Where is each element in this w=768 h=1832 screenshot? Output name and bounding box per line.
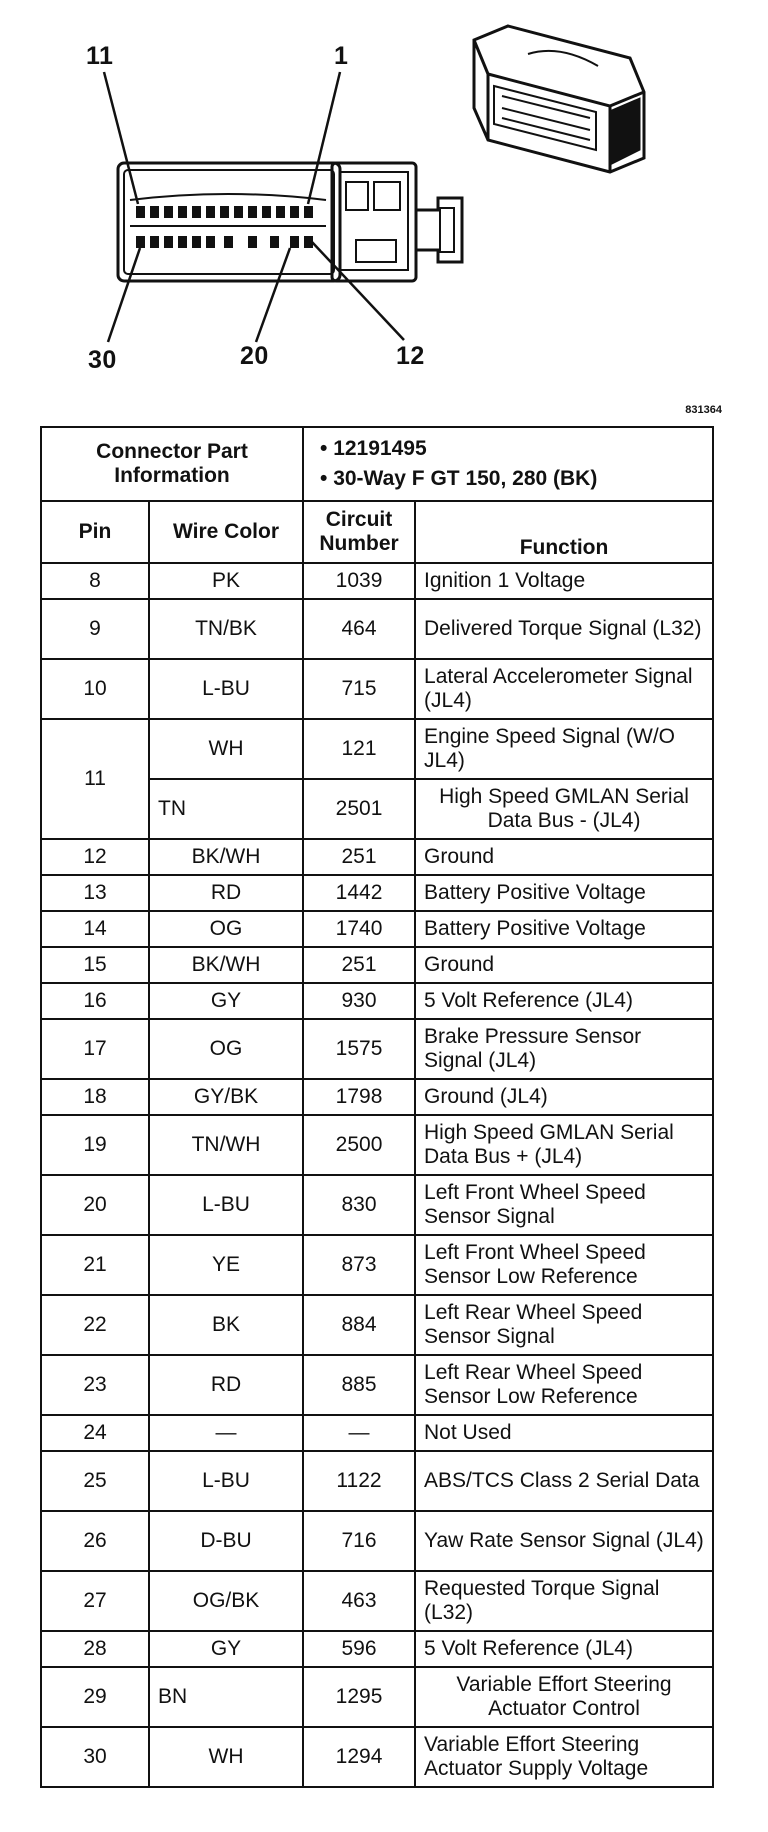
function-cell: Variable Effort Steering Actuator Control [415,1667,713,1727]
function-cell: High Speed GMLAN Serial Data Bus + (JL4) [415,1115,713,1175]
function-cell: Left Front Wheel Speed Sensor Signal [415,1175,713,1235]
table-row [41,1355,713,1415]
pin-cell: 19 [41,1115,149,1175]
circuit-cell: 1740 [303,911,415,947]
pin-cell: 26 [41,1511,149,1571]
function-cell: Delivered Torque Signal (L32) [415,599,713,659]
circuit-cell: 715 [303,659,415,719]
pin-cell: 10 [41,659,149,719]
pin-cell: 18 [41,1079,149,1115]
header-function: Function [415,501,713,563]
wire-color-cell: OG/BK [149,1571,303,1631]
wire-color-cell: BN [149,1667,303,1727]
wire-color-cell: L-BU [149,659,303,719]
pin-cell: 21 [41,1235,149,1295]
circuit-cell: 2500 [303,1115,415,1175]
table-row [41,875,713,911]
pinout-table [40,426,714,1788]
circuit-cell: 463 [303,1571,415,1631]
circuit-cell: 121 [303,719,415,779]
function-cell: Battery Positive Voltage [415,911,713,947]
pin-cell: 11 [41,719,149,839]
connector-info-label: Connector Part Information [41,427,303,501]
table-row [41,1511,713,1571]
table-row [41,563,713,599]
table-row [41,983,713,1019]
callout-pin-11: 11 [86,42,114,70]
circuit-cell: — [303,1415,415,1451]
reference-code: 831364 [685,404,722,416]
circuit-cell: 1442 [303,875,415,911]
table-row [41,1571,713,1631]
function-cell: Ground [415,839,713,875]
function-cell: Left Rear Wheel Speed Sensor Low Reference [415,1355,713,1415]
circuit-cell: 1294 [303,1727,415,1787]
function-cell: Ground (JL4) [415,1079,713,1115]
connector-info-row [41,427,713,501]
circuit-cell: 1575 [303,1019,415,1079]
pin-cell: 30 [41,1727,149,1787]
pin-cell: 20 [41,1175,149,1235]
table-row [41,719,713,779]
table-row [41,1295,713,1355]
pin-cell: 27 [41,1571,149,1631]
pin-cell: 13 [41,875,149,911]
circuit-cell: 830 [303,1175,415,1235]
pin-cell: 12 [41,839,149,875]
circuit-cell: 251 [303,947,415,983]
circuit-cell: 1295 [303,1667,415,1727]
table-row [41,911,713,947]
function-cell: Requested Torque Signal (L32) [415,1571,713,1631]
connector-part-number: • 12191495 [320,437,427,460]
pin-cavities-top-row [136,206,313,218]
circuit-cell: 930 [303,983,415,1019]
circuit-cell: 1122 [303,1451,415,1511]
function-cell: ABS/TCS Class 2 Serial Data [415,1451,713,1511]
table-row [41,1235,713,1295]
wire-color-cell: OG [149,1019,303,1079]
table-row [41,1415,713,1451]
table-row [41,1175,713,1235]
circuit-cell: 884 [303,1295,415,1355]
pin-cell: 25 [41,1451,149,1511]
table-row [41,1631,713,1667]
callout-pin-1: 1 [334,42,349,70]
table-header-row [41,501,713,563]
pin-cavities-bottom-row [136,236,313,248]
circuit-cell: 716 [303,1511,415,1571]
wire-color-cell: GY/BK [149,1079,303,1115]
pin-cell: 8 [41,563,149,599]
wire-color-cell: D-BU [149,1511,303,1571]
wire-color-cell: YE [149,1235,303,1295]
circuit-cell: 885 [303,1355,415,1415]
function-cell: 5 Volt Reference (JL4) [415,983,713,1019]
wire-color-cell: OG [149,911,303,947]
table-row [41,1727,713,1787]
table-row [41,599,713,659]
function-cell: Brake Pressure Sensor Signal (JL4) [415,1019,713,1079]
table-row [41,947,713,983]
circuit-cell: 596 [303,1631,415,1667]
table-row [41,1115,713,1175]
pin-cell: 24 [41,1415,149,1451]
pin-cell: 28 [41,1631,149,1667]
pin-cell: 14 [41,911,149,947]
pin-cell: 9 [41,599,149,659]
wire-color-cell: — [149,1415,303,1451]
function-cell: Yaw Rate Sensor Signal (JL4) [415,1511,713,1571]
circuit-cell: 2501 [303,779,415,839]
wire-color-cell: BK/WH [149,947,303,983]
wire-color-cell: WH [149,719,303,779]
callout-pin-12: 12 [396,342,425,370]
function-cell: Battery Positive Voltage [415,875,713,911]
wire-color-cell: RD [149,1355,303,1415]
connector-info-values [303,427,713,501]
connector-3d-view [474,26,644,172]
table-row [41,1079,713,1115]
header-circuit-number: Circuit Number [303,501,415,563]
pin-cell: 15 [41,947,149,983]
function-cell: Ignition 1 Voltage [415,563,713,599]
wire-color-cell: TN/BK [149,599,303,659]
wire-color-cell: GY [149,1631,303,1667]
pin-cell: 17 [41,1019,149,1079]
pin-cell: 22 [41,1295,149,1355]
circuit-cell: 251 [303,839,415,875]
circuit-cell: 464 [303,599,415,659]
wire-color-cell: TN/WH [149,1115,303,1175]
function-cell: Left Front Wheel Speed Sensor Low Reference [415,1235,713,1295]
wire-color-cell: BK [149,1295,303,1355]
function-cell: Not Used [415,1415,713,1451]
function-cell: Engine Speed Signal (W/O JL4) [415,719,713,779]
wire-color-cell: L-BU [149,1175,303,1235]
wire-color-cell: PK [149,563,303,599]
table-row [41,659,713,719]
wire-color-cell: GY [149,983,303,1019]
callout-pin-20: 20 [240,342,269,370]
wire-color-cell: RD [149,875,303,911]
function-cell: Variable Effort Steering Actuator Supply Voltage [415,1727,713,1787]
table-row [41,1451,713,1511]
function-cell: Left Rear Wheel Speed Sensor Signal [415,1295,713,1355]
circuit-cell: 1798 [303,1079,415,1115]
table-row [41,1667,713,1727]
circuit-cell: 1039 [303,563,415,599]
connector-description: • 30-Way F GT 150, 280 (BK) [320,467,598,490]
function-cell: Ground [415,947,713,983]
table-row [41,839,713,875]
connector-drawing [0,0,768,400]
wire-color-cell: TN [149,779,303,839]
header-pin: Pin [41,501,149,563]
table-row [41,1019,713,1079]
header-wire-color: Wire Color [149,501,303,563]
function-cell: Lateral Accelerometer Signal (JL4) [415,659,713,719]
wire-color-cell: WH [149,1727,303,1787]
pin-cell: 29 [41,1667,149,1727]
connector-face-view [118,163,462,281]
wire-color-cell: BK/WH [149,839,303,875]
circuit-cell: 873 [303,1235,415,1295]
function-cell: 5 Volt Reference (JL4) [415,1631,713,1667]
function-cell: High Speed GMLAN Serial Data Bus - (JL4) [415,779,713,839]
pin-cell: 23 [41,1355,149,1415]
connector-diagram [0,0,768,400]
callout-pin-30: 30 [88,346,117,374]
pin-cell: 16 [41,983,149,1019]
wire-color-cell: L-BU [149,1451,303,1511]
